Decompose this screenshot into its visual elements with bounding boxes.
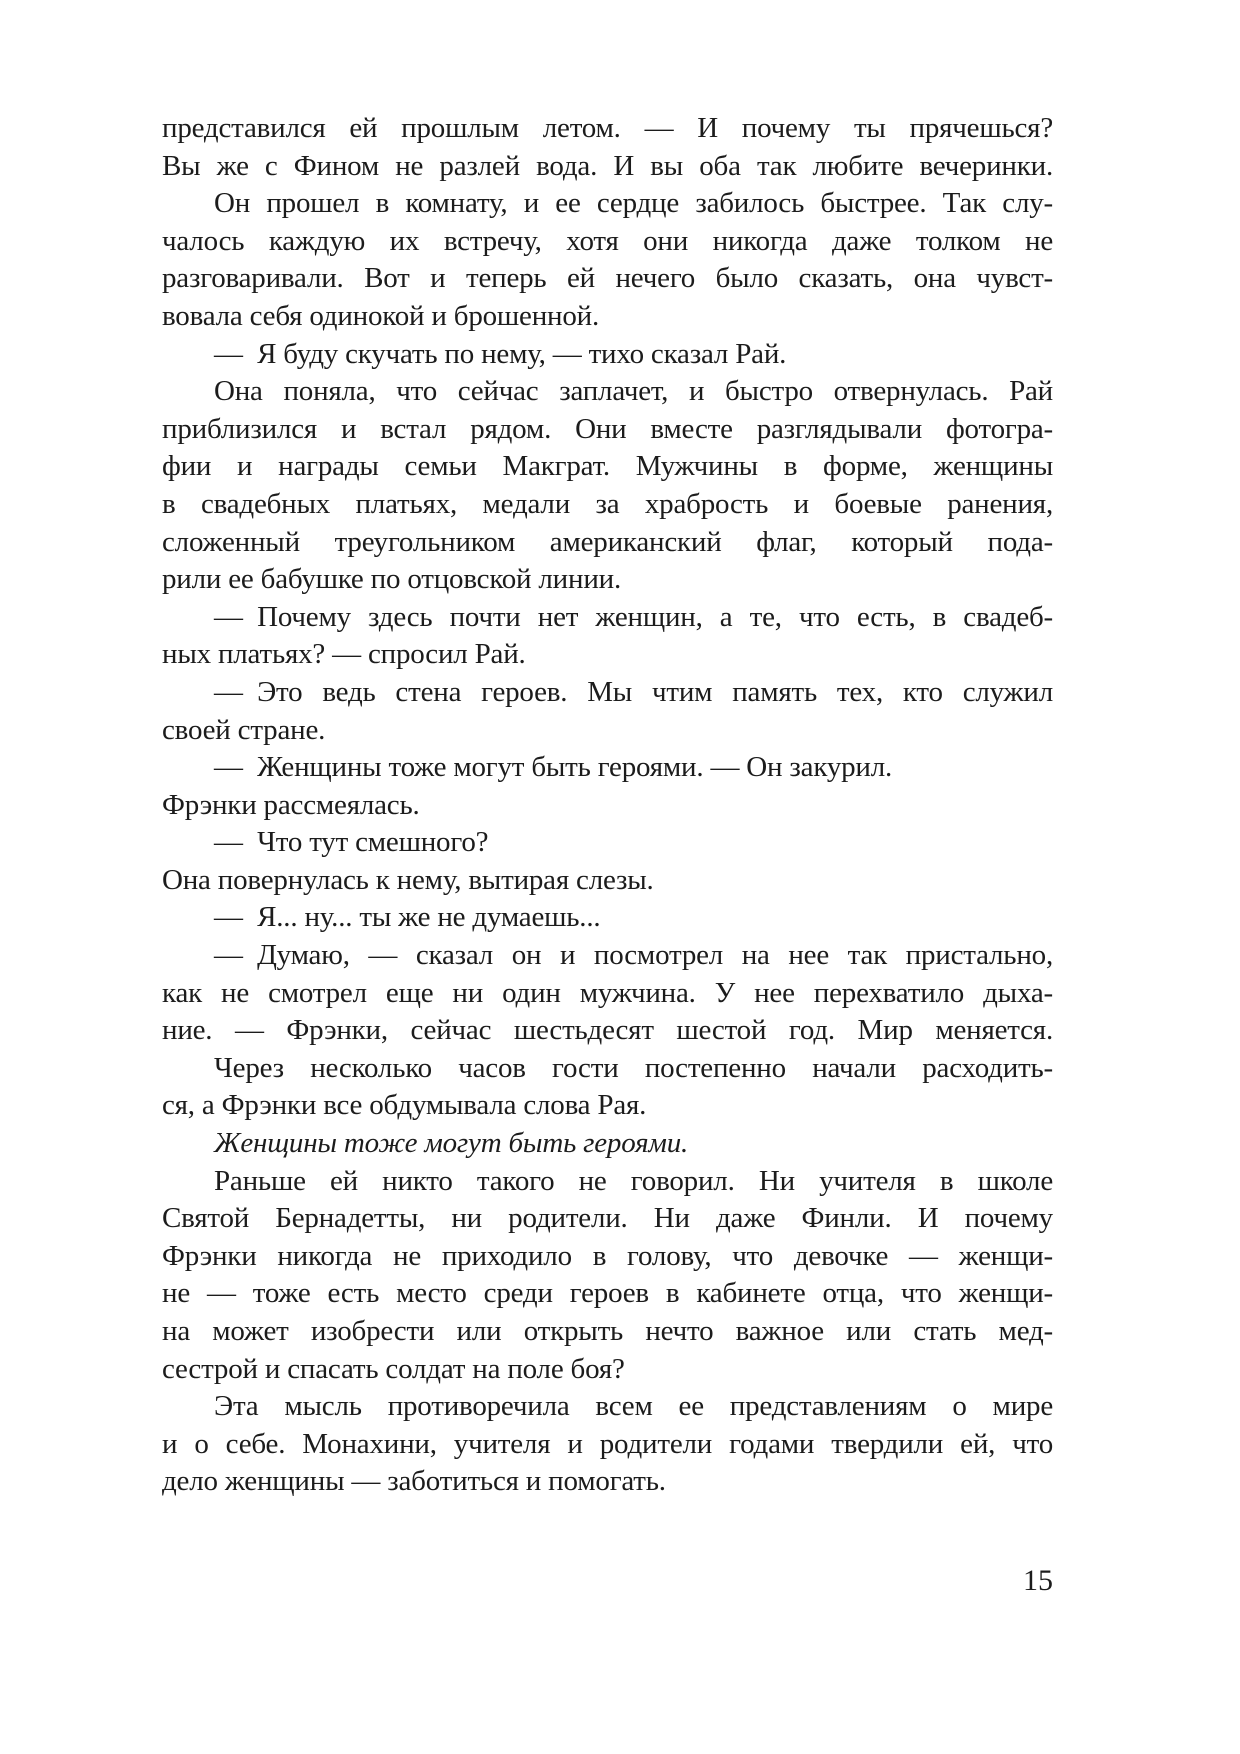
text-line: — Я буду скучать по нему, — тихо сказал Рай.: [214, 337, 787, 370]
text-line: сложенный треугольником американский флаг, который пода-: [162, 525, 1053, 558]
text-block: [162, 110, 1053, 1501]
text-line: дело женщины — заботиться и помогать.: [162, 1465, 666, 1498]
page-number: 15: [1023, 1564, 1053, 1597]
text-line: Она повернулась к нему, вытирая слезы.: [162, 863, 654, 896]
text-line: — Что тут смешного?: [214, 826, 489, 859]
text-line: ние. — Фрэнки, сейчас шестьдесят шестой год. Мир меняется.: [162, 1014, 1053, 1047]
text-line: чалось каждую их встречу, хотя они никогда даже толком не: [162, 224, 1053, 257]
text-line: — Я... ну... ты же не думаешь...: [214, 901, 601, 934]
text-line: приблизился и встал рядом. Они вместе разглядывали фотогра-: [162, 412, 1053, 445]
text-line: ся, а Фрэнки все обдумывала слова Рая.: [162, 1089, 647, 1122]
text-line: Через несколько часов гости постепенно начали расходить-: [214, 1051, 1053, 1084]
text-line: и о себе. Монахини, учителя и родители годами твердили ей, что: [162, 1427, 1053, 1460]
text-line: своей стране.: [162, 713, 326, 746]
text-line: не — тоже есть место среди героев в кабинете отца, что женщи-: [162, 1277, 1053, 1310]
text-line: Святой Бернадетты, ни родители. Ни даже Финли. И почему: [162, 1202, 1053, 1235]
text-line: Фрэнки никогда не приходило в голову, что девочке — женщи-: [162, 1239, 1053, 1272]
text-line: Эта мысль противоречила всем ее представлениям о мире: [214, 1390, 1053, 1423]
text-line: вовала себя одинокой и брошенной.: [162, 299, 600, 332]
text-line: Вы же с Фином не разлей вода. И вы оба так любите вечеринки.: [162, 149, 1053, 182]
text-line: Раньше ей никто такого не говорил. Ни учителя в школе: [214, 1164, 1053, 1197]
text-line: в свадебных платьях, медали за храбрость и боевые ранения,: [162, 487, 1053, 520]
text-line: — Думаю, — сказал он и посмотрел на нее так пристально,: [214, 939, 1053, 972]
text-line: разговаривали. Вот и теперь ей нечего было сказать, она чувст-: [162, 262, 1053, 295]
text-line: Женщины тоже могут быть героями.: [214, 1127, 689, 1160]
text-line: — Почему здесь почти нет женщин, а те, что есть, в свадеб-: [214, 600, 1053, 633]
text-line: — Женщины тоже могут быть героями. — Он закурил.: [214, 751, 893, 784]
text-line: представился ей прошлым летом. — И почему ты прячешься?: [162, 112, 1053, 144]
text-line: рили ее бабушке по отцовской линии.: [162, 563, 622, 596]
text-line: как не смотрел еще ни один мужчина. У нее перехватило дыха-: [162, 976, 1053, 1009]
text-line: сестрой и спасать солдат на поле боя?: [162, 1352, 625, 1385]
text-line: на может изобрести или открыть нечто важное или стать мед-: [162, 1315, 1053, 1347]
text-line: Фрэнки рассмеялась.: [162, 788, 420, 821]
text-line: ных платьях? — спросил Рай.: [162, 638, 526, 671]
text-line: Она поняла, что сейчас заплачет, и быстро отвернулась. Рай: [214, 375, 1053, 408]
text-line: — Это ведь стена героев. Мы чтим память тех, кто служил: [214, 675, 1053, 708]
text-line: Он прошел в комнату, и ее сердце забилось быстрее. Так слу-: [214, 187, 1053, 220]
text-line: фии и награды семьи Макграт. Мужчины в форме, женщины: [162, 450, 1053, 483]
